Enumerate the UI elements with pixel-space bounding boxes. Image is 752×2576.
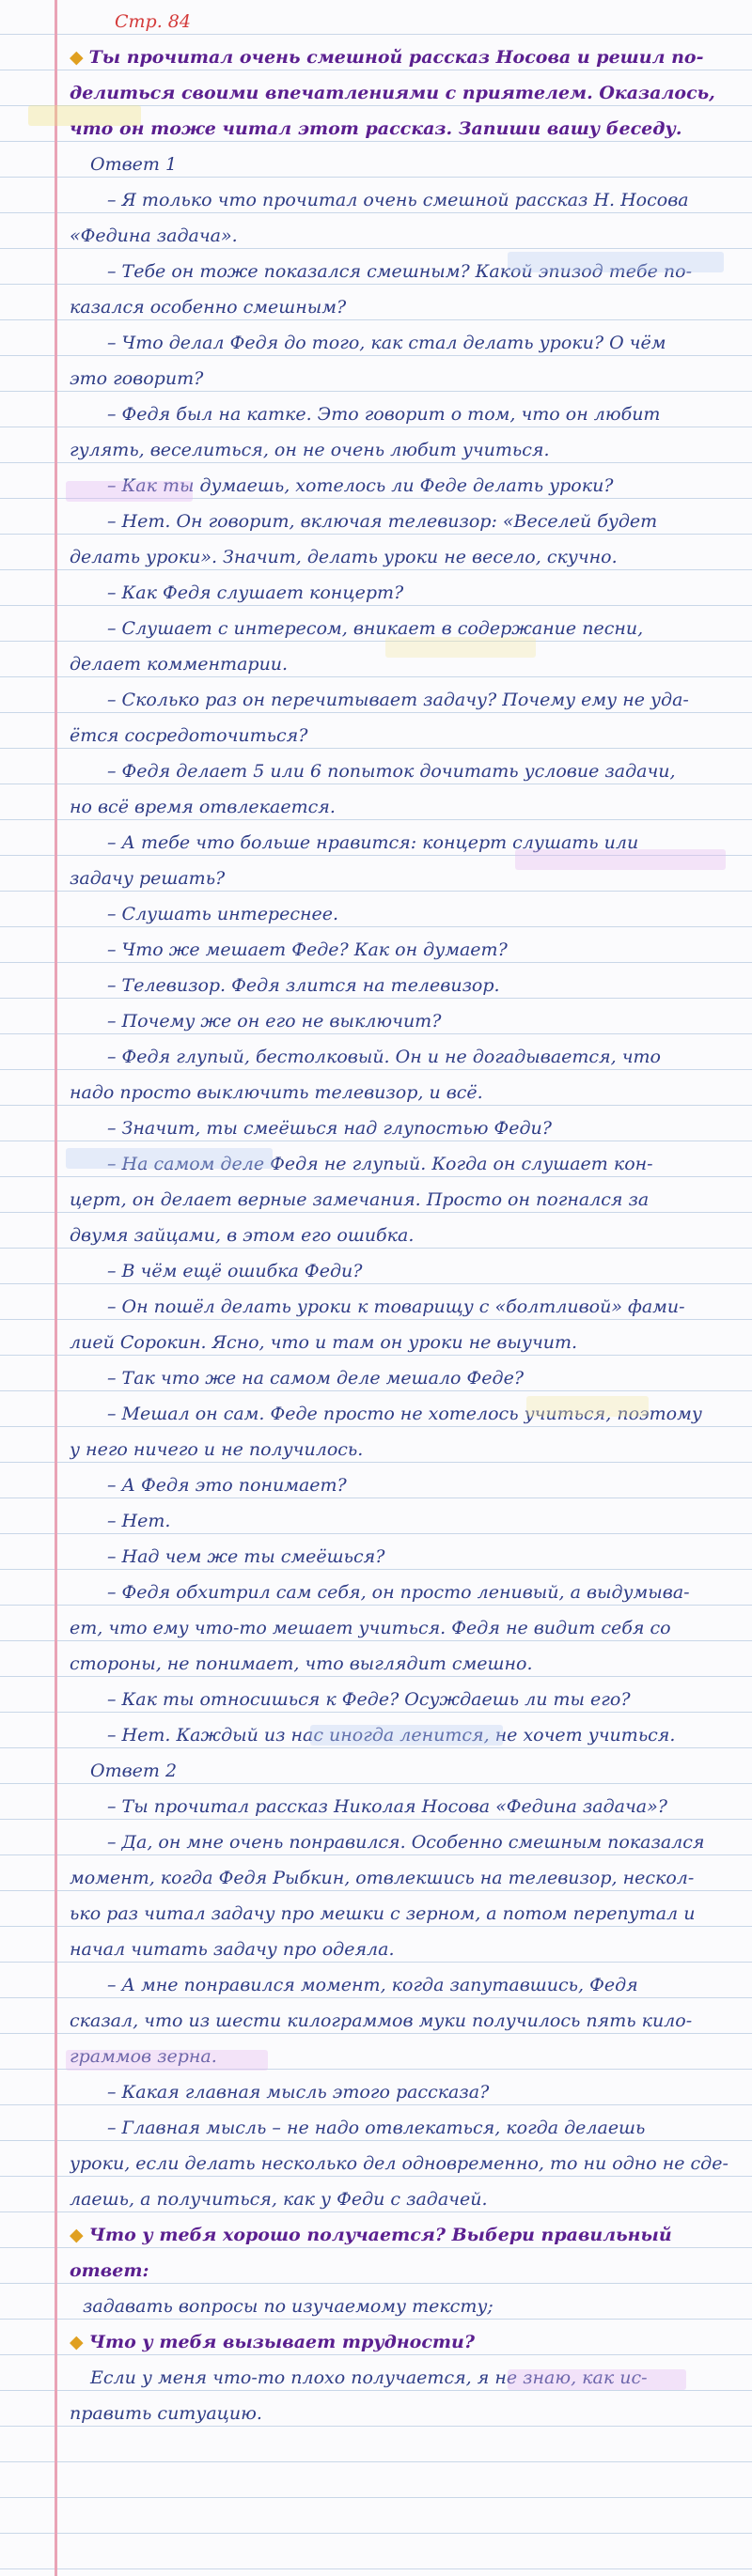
dialogue-line: – Над чем же ты смеёшься? — [107, 1546, 385, 1567]
dialogue-line: – Что делал Федя до того, как стал делать уроки? О чём — [107, 333, 666, 353]
dialogue-line: – Как ты думаешь, хотелось ли Феде делать уроки? — [107, 475, 614, 496]
dialogue-line: стороны, не понимает, что выглядит смешно. — [70, 1653, 533, 1674]
diamond-marker-icon: ◆ — [70, 47, 84, 68]
answer-1-label: Ответ 1 — [90, 154, 178, 175]
dialogue-line: надо просто выключить телевизор, и всё. — [70, 1082, 483, 1103]
dialogue-line: задачу решать? — [70, 868, 226, 889]
dialogue-line: – Нет. — [107, 1511, 171, 1531]
dialogue-line: – Тебе он тоже показался смешным? Какой эпизод тебе по- — [107, 261, 692, 282]
watermark — [385, 637, 536, 658]
dialogue-line: – Почему же он его не выключит? — [107, 1011, 442, 1032]
dialogue-line: – Слушать интереснее. — [107, 904, 339, 924]
dialogue-line: – Что же мешает Феде? Как он думает? — [107, 939, 508, 960]
dialogue-line: – А тебе что больше нравится: концерт слушать или — [107, 832, 639, 853]
watermark — [66, 481, 193, 502]
dialogue-line: – Мешал он сам. Феде просто не хотелось учиться, поэтому — [107, 1404, 702, 1424]
watermark — [66, 2050, 268, 2071]
task-3-line: ◆ Что у тебя вызывает трудности? — [70, 2332, 475, 2352]
dialogue-line: – Федя делает 5 или 6 попыток дочитать условие задачи, — [107, 761, 676, 782]
watermark — [310, 1725, 503, 1746]
task-2-answer: задавать вопросы по изучаемому тексту; — [83, 2296, 494, 2317]
task-3-answer-line: править ситуацию. — [70, 2403, 262, 2424]
dialogue-line: – Ты прочитал рассказ Николая Носова «Федина задача»? — [107, 1796, 667, 1817]
task-1-line: ◆ Ты прочитал очень смешной рассказ Носова и решил по- — [70, 47, 704, 68]
dialogue-line: – Как ты относишься к Феде? Осуждаешь ли ты его? — [107, 1689, 631, 1710]
dialogue-line: «Федина задача». — [70, 225, 238, 246]
watermark — [508, 2369, 686, 2390]
task-2 — [70, 2217, 737, 2324]
dialogue-line: это говорит? — [70, 368, 204, 389]
dialogue-line: – Федя обхитрил сам себя, он просто ленивый, а выдумыва- — [107, 1582, 690, 1603]
watermark — [66, 1148, 273, 1169]
dialogue-line: лаешь, а получиться, как у Феди с задачей. — [70, 2189, 488, 2210]
page-label: Стр. 84 — [115, 11, 191, 32]
dialogue-line: – Значит, ты смеёшься над глупостью Феди? — [107, 1118, 552, 1139]
dialogue-line: делает комментарии. — [70, 654, 289, 675]
watermark — [508, 252, 724, 272]
dialogue-line: – Главная мысль – не надо отвлекаться, когда делаешь — [107, 2118, 646, 2138]
task-1 — [70, 39, 737, 147]
dialogue-line: – А мне понравился момент, когда запутавшись, Федя — [107, 1975, 638, 1995]
dialogue-line: – Так что же на самом деле мешало Феде? — [107, 1368, 525, 1389]
watermark — [28, 105, 141, 126]
dialogue-line: – Слушает с интересом, вникает в содержание песни, — [107, 618, 644, 639]
task-3-answer-line: Если у меня что-то плохо получается, я не знаю, как ис- — [90, 2367, 648, 2388]
dialogue-line: – Сколько раз он перечитывает задачу? Почему ему не уда- — [107, 690, 689, 710]
diamond-marker-icon: ◆ — [70, 2332, 84, 2352]
dialogue-line: начал читать задачу про одеяла. — [70, 1939, 395, 1960]
dialogue-line: – На самом деле Федя не глупый. Когда он слушает кон- — [107, 1154, 653, 1174]
dialogue-line: – Нет. Он говорит, включая телевизор: «Веселей будет — [107, 511, 658, 532]
dialogue-line: гулять, веселиться, он не очень любит учиться. — [70, 440, 550, 460]
dialogue-line: делать уроки». Значит, делать уроки не весело, скучно. — [70, 547, 618, 567]
dialogue-line: лией Сорокин. Ясно, что и там он уроки не выучит. — [70, 1332, 578, 1353]
dialogue-line: но всё время отвлекается. — [70, 797, 336, 817]
dialogue-line: – Телевизор. Федя злится на телевизор. — [107, 975, 500, 996]
task-1-line: делиться своими впечатлениями с приятелем. Оказалось, — [70, 83, 715, 103]
answer-2-label: Ответ 2 — [90, 1761, 178, 1781]
task-2-line: ◆ Что у тебя хорошо получается? Выбери правильный — [70, 2225, 672, 2245]
dialogue-line: – Какая главная мысль этого рассказа? — [107, 2082, 490, 2103]
watermark — [515, 849, 726, 870]
dialogue-line: двумя зайцами, в этом его ошибка. — [70, 1225, 415, 1246]
dialogue-line: сказал, что из шести килограммов муки получилось пять кило- — [70, 2010, 693, 2031]
dialogue-line: – Федя глупый, бестолковый. Он и не догадывается, что — [107, 1047, 661, 1067]
answer-1-body — [70, 182, 737, 1753]
dialogue-line: ько раз читал задачу про мешки с зерном, а потом перепутал и — [70, 1903, 696, 1924]
dialogue-line: ет, что ему что-то мешает учиться. Федя не видит себя со — [70, 1618, 671, 1638]
diamond-marker-icon: ◆ — [70, 2225, 84, 2245]
dialogue-line: у него ничего и не получилось. — [70, 1439, 364, 1460]
dialogue-line: – А Федя это понимает? — [107, 1475, 347, 1496]
task-1-line: что он тоже читал этот рассказ. Запиши вашу беседу. — [70, 118, 682, 139]
dialogue-line: – Я только что прочитал очень смешной рассказ Н. Носова — [107, 190, 689, 210]
task-2-line: ответ: — [70, 2260, 149, 2281]
dialogue-line: – Федя был на катке. Это говорит о том, что он любит — [107, 404, 661, 425]
dialogue-line: – Как Федя слушает концерт? — [107, 582, 404, 603]
watermark — [526, 1396, 649, 1417]
dialogue-line: – Он пошёл делать уроки к товарищу с «болтливой» фами- — [107, 1296, 685, 1317]
answer-2-body — [70, 1789, 737, 2217]
dialogue-line: – В чём ещё ошибка Феди? — [107, 1261, 363, 1281]
dialogue-line: – Нет. Каждый из нас иногда ленится, не хочет учиться. — [107, 1725, 676, 1746]
dialogue-line: церт, он делает верные замечания. Просто он погнался за — [70, 1189, 650, 1210]
dialogue-line: момент, когда Федя Рыбкин, отвлекшись на телевизор, нескол- — [70, 1868, 695, 1888]
dialogue-line: ётся сосредоточиться? — [70, 725, 308, 746]
dialogue-line: уроки, если делать несколько дел одновременно, то ни одно не сде- — [70, 2153, 728, 2174]
dialogue-line: казался особенно смешным? — [70, 297, 347, 318]
dialogue-line: – Да, он мне очень понравился. Особенно смешным показался — [107, 1832, 705, 1853]
dialogue-line: граммов зерна. — [70, 2046, 217, 2067]
